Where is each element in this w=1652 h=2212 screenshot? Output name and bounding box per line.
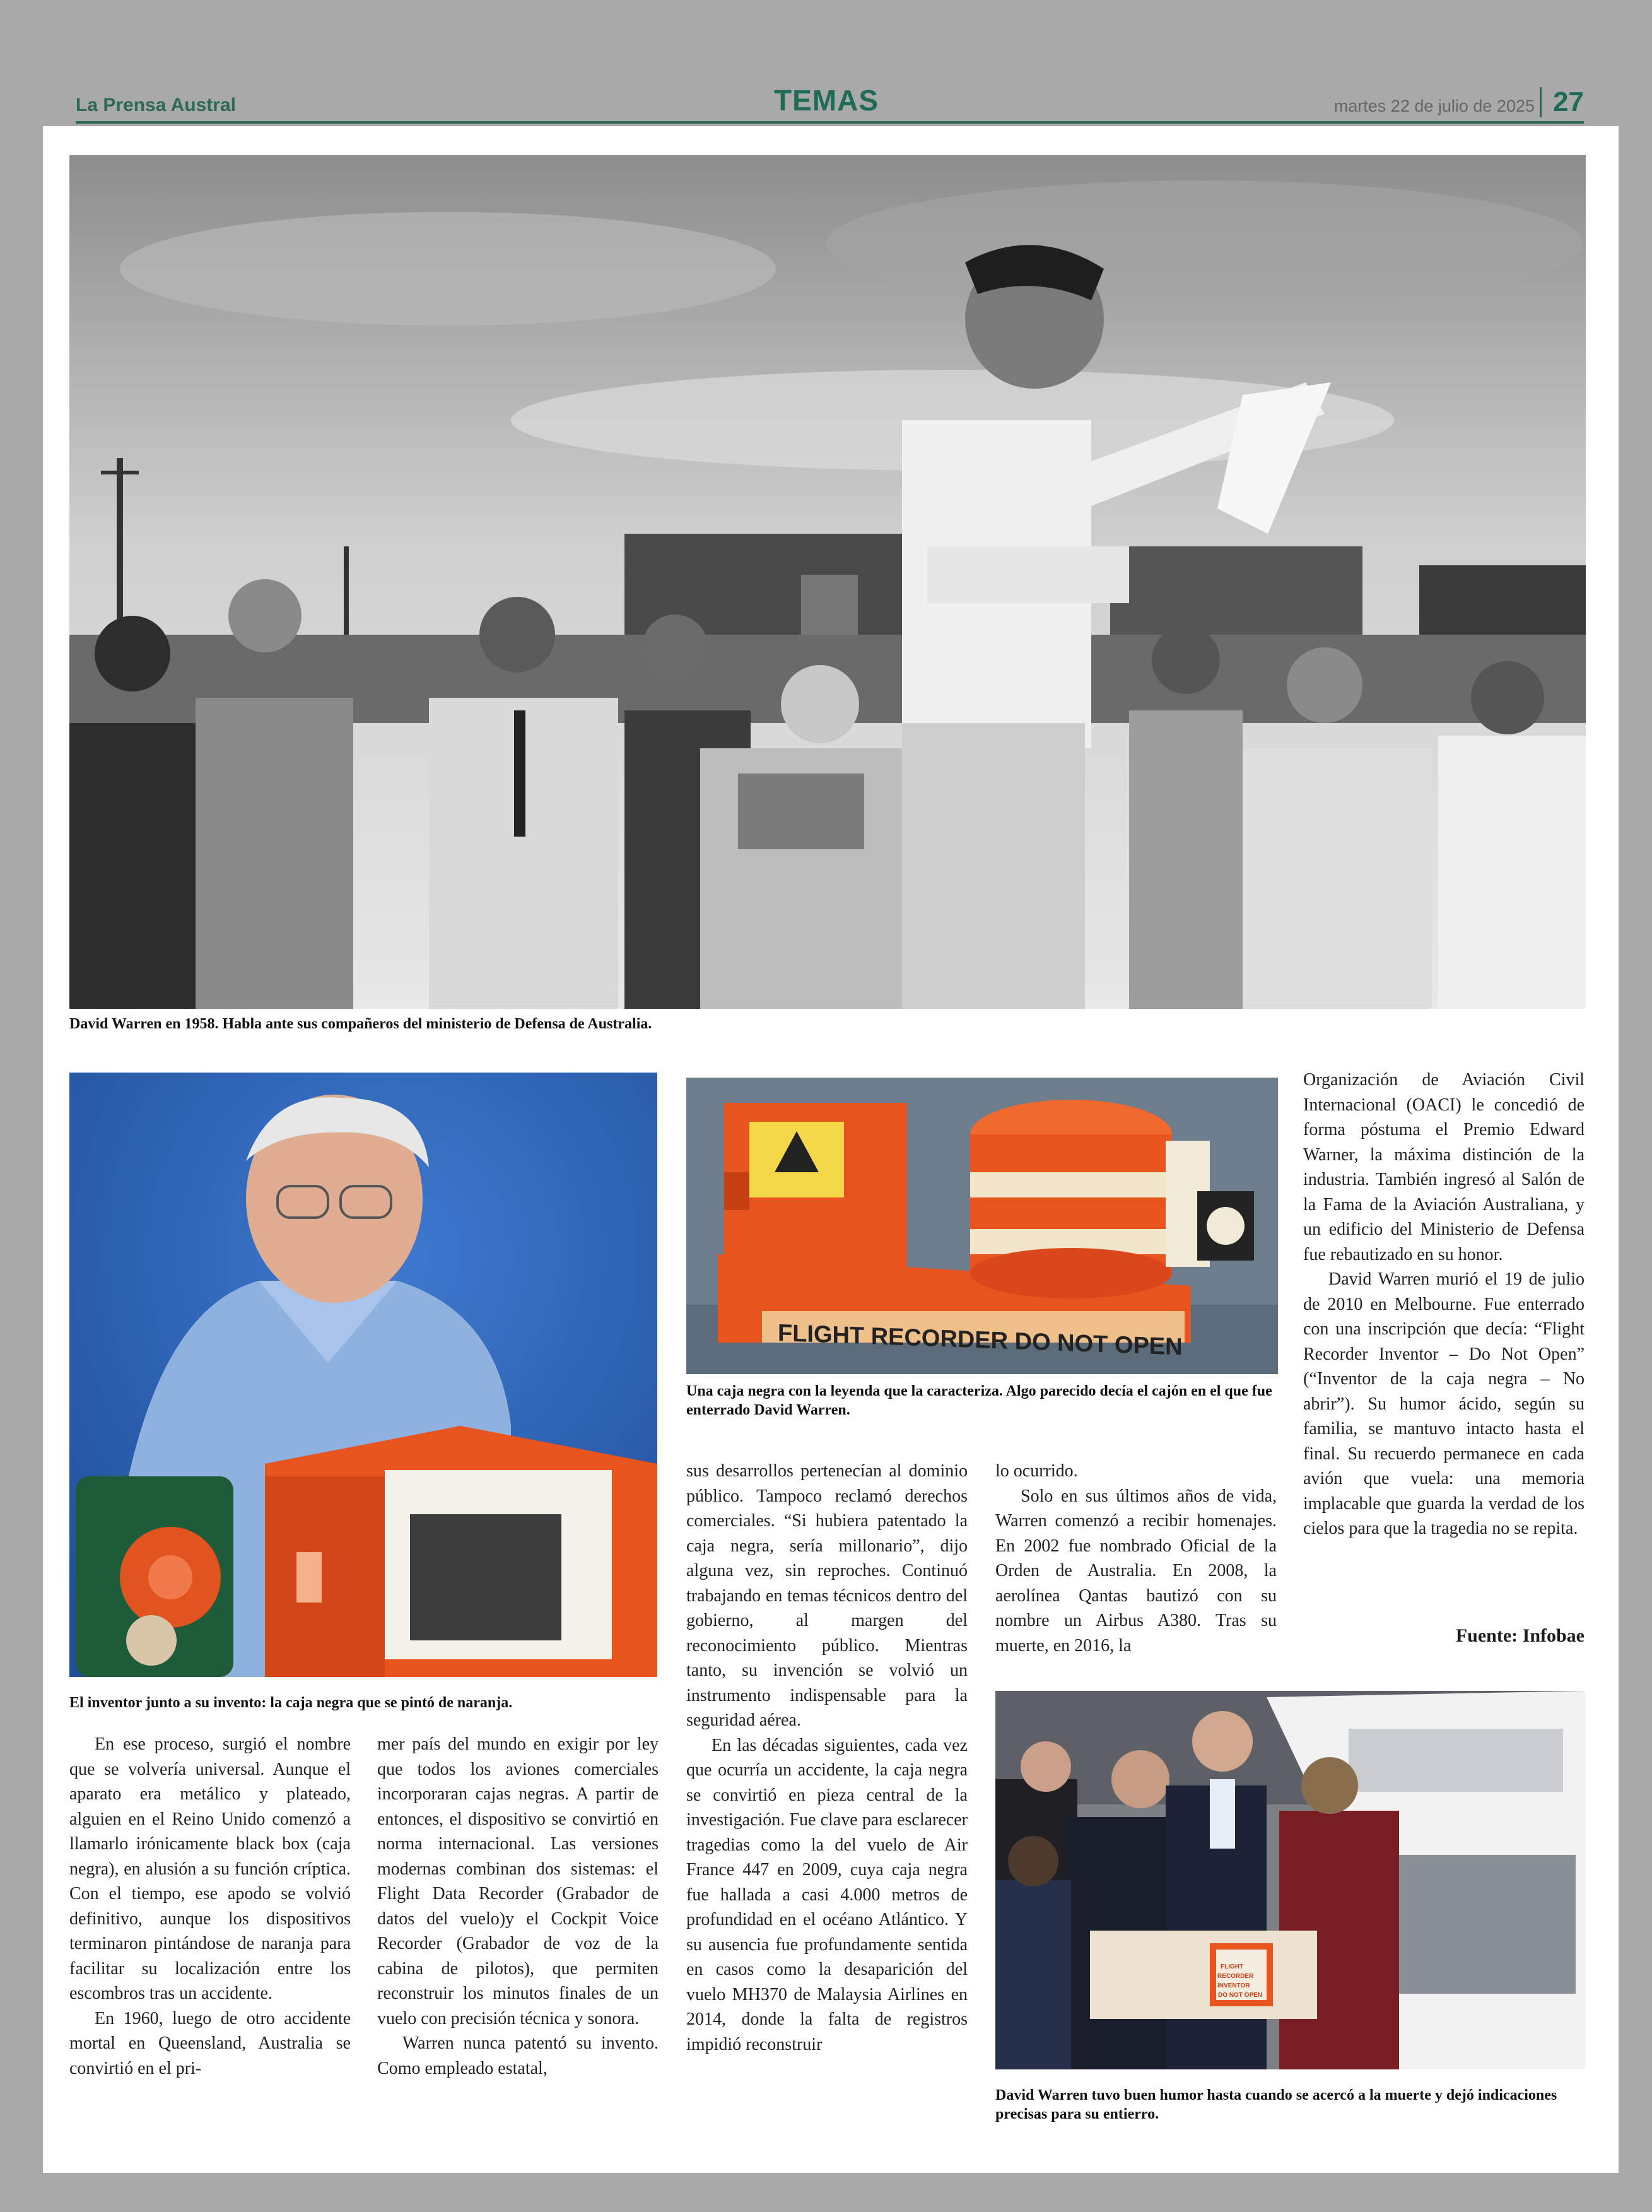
paragraph: David Warren murió el 19 de julio de 2010 en Melbourne. Fue enterrado con una inscripción que decía: “Flight Recorder Inventor – Do Not Open” (“Inventor de la caja negra – No abrir”). Su humor ácido, según su familia, se mantuvo intacto hasta el final. Su recuerdo permanece en cada avión que vuela: una memoria implacable que guarda la verdad de los cielos para que la tragedia no se repita. — [1303, 1269, 1585, 1538]
article-source: Fuente: Infobae — [1455, 1625, 1585, 1646]
article-column-3 — [686, 1459, 968, 2057]
header-rule — [76, 121, 1584, 124]
blackbox-label-text: FLIGHT RECORDER DO NOT OPEN — [778, 1320, 1183, 1361]
article-column-2 — [377, 1732, 659, 2081]
page-number: 27 — [1540, 87, 1584, 117]
blackbox-photo — [686, 1078, 1278, 1374]
inventor-photo — [69, 1073, 657, 1677]
funeral-photo-caption: David Warren tuvo buen humor hasta cuando se acercó a la muerte y dejó indicaciones precisas para su entierro. — [995, 2087, 1557, 2122]
svg-text:DO NOT OPEN: DO NOT OPEN — [1218, 1992, 1263, 1999]
issue-date: martes 22 de julio de 2025 — [1333, 97, 1535, 115]
warren-1958-photo — [69, 155, 1586, 1009]
svg-text:RECORDER: RECORDER — [1217, 1973, 1254, 1980]
article-column-4 — [995, 1459, 1277, 1658]
newspaper-page — [43, 126, 1619, 2173]
page-header — [0, 0, 1652, 126]
article-column-1 — [69, 1732, 351, 2081]
top-photo-caption: David Warren en 1958. Habla ante sus compañeros del ministerio de Defensa de Australia. — [69, 1016, 652, 1032]
paragraph: lo ocurrido. — [995, 1461, 1078, 1481]
paragraph: sus desarrollos pertenecían al dominio público. Tampoco reclamó derechos comerciales. “Si hubiera patentado la caja negra, sería millonario”, dijo alguna vez, sin reproches. Continuó trabajando en temas técnicos dentro del gobierno, al margen del reconocimiento público. Mientras tanto, su invención se volvió un instrumento indispensable para la seguridad aérea. — [686, 1461, 968, 1730]
blackbox-photo-caption: Una caja negra con la leyenda que la caracteriza. Algo parecido decía el cajón en el que fue enterrado David Warren. — [686, 1383, 1272, 1418]
paragraph: En 1960, luego de otro accidente mortal en Queensland, Australia se convirtió en el pri- — [69, 2008, 351, 2078]
newspaper-name: La Prensa Austral — [76, 95, 236, 115]
funeral-photo — [995, 1691, 1585, 2069]
inventor-photo-caption: El inventor junto a su invento: la caja negra que se pintó de naranja. — [69, 1695, 513, 1711]
svg-text:INVENTOR: INVENTOR — [1217, 1982, 1250, 1989]
paragraph: En ese proceso, surgió el nombre que se volvería universal. Aunque el aparato era metálico y plateado, alguien en el Reino Unido comenzó a llamarlo irónicamente black box (caja negra), en alusión a su función críptica. Con el tiempo, ese apodo se volvió definitivo, aunque los dispositivos terminaron pintándose de naranja para facilitar su localización entre los escombros tras un accidente. — [69, 1734, 351, 2003]
coffin-label-text: FLIGHT — [1221, 1963, 1244, 1970]
paragraph: mer país del mundo en exigir por ley que todos los aviones comerciales incorporaran cajas negras. A partir de entonces, el dispositivo se convirtió en norma internacional. Las versiones modernas combinan dos sistemas: el Flight Data Recorder (Grabador de datos del vuelo)y el Cockpit Voice Recorder (Grabador de voz de la cabina de pilotos), que permiten reconstruir los minutos finales de un vuelo con precisión técnica y sonora. — [377, 1734, 659, 2028]
article-column-5 — [1303, 1068, 1585, 1541]
paragraph: En las décadas siguientes, cada vez que ocurría un accidente, la caja negra se convirtió en pieza central de la investigación. Fue clave para esclarecer tragedias como la del vuelo de Air France 447 en 2009, cuya caja negra fue hallada a casi 4.000 metros de profundidad en el océano Atlántico. Y su ausencia fue profundamente sentida en casos como la desaparición del vuelo MH370 de Malaysia Airlines en 2014, donde la falta de registros impidió reconstruir — [686, 1735, 968, 2054]
section-title: TEMAS — [774, 84, 879, 117]
paragraph: Warren nunca patentó su invento. Como empleado estatal, — [377, 2033, 659, 2078]
paragraph: Solo en sus últimos años de vida, Warren comenzó a recibir homenajes. En 2002 fue nombrado Oficial de la Orden de Australia. En 2008, la aerolínea Qantas bautizó con su nombre un Airbus A380. Tras su muerte, en 2016, la — [995, 1486, 1277, 1656]
paragraph: Organización de Aviación Civil Internacional (OACI) le concedió de forma póstuma el Premio Edward Warner, la máxima distinción de la industria. También ingresó al Salón de la Fama de la Aviación Australiana, y un edificio del Ministerio de Defensa fue rebautizado en su honor. — [1303, 1070, 1585, 1264]
